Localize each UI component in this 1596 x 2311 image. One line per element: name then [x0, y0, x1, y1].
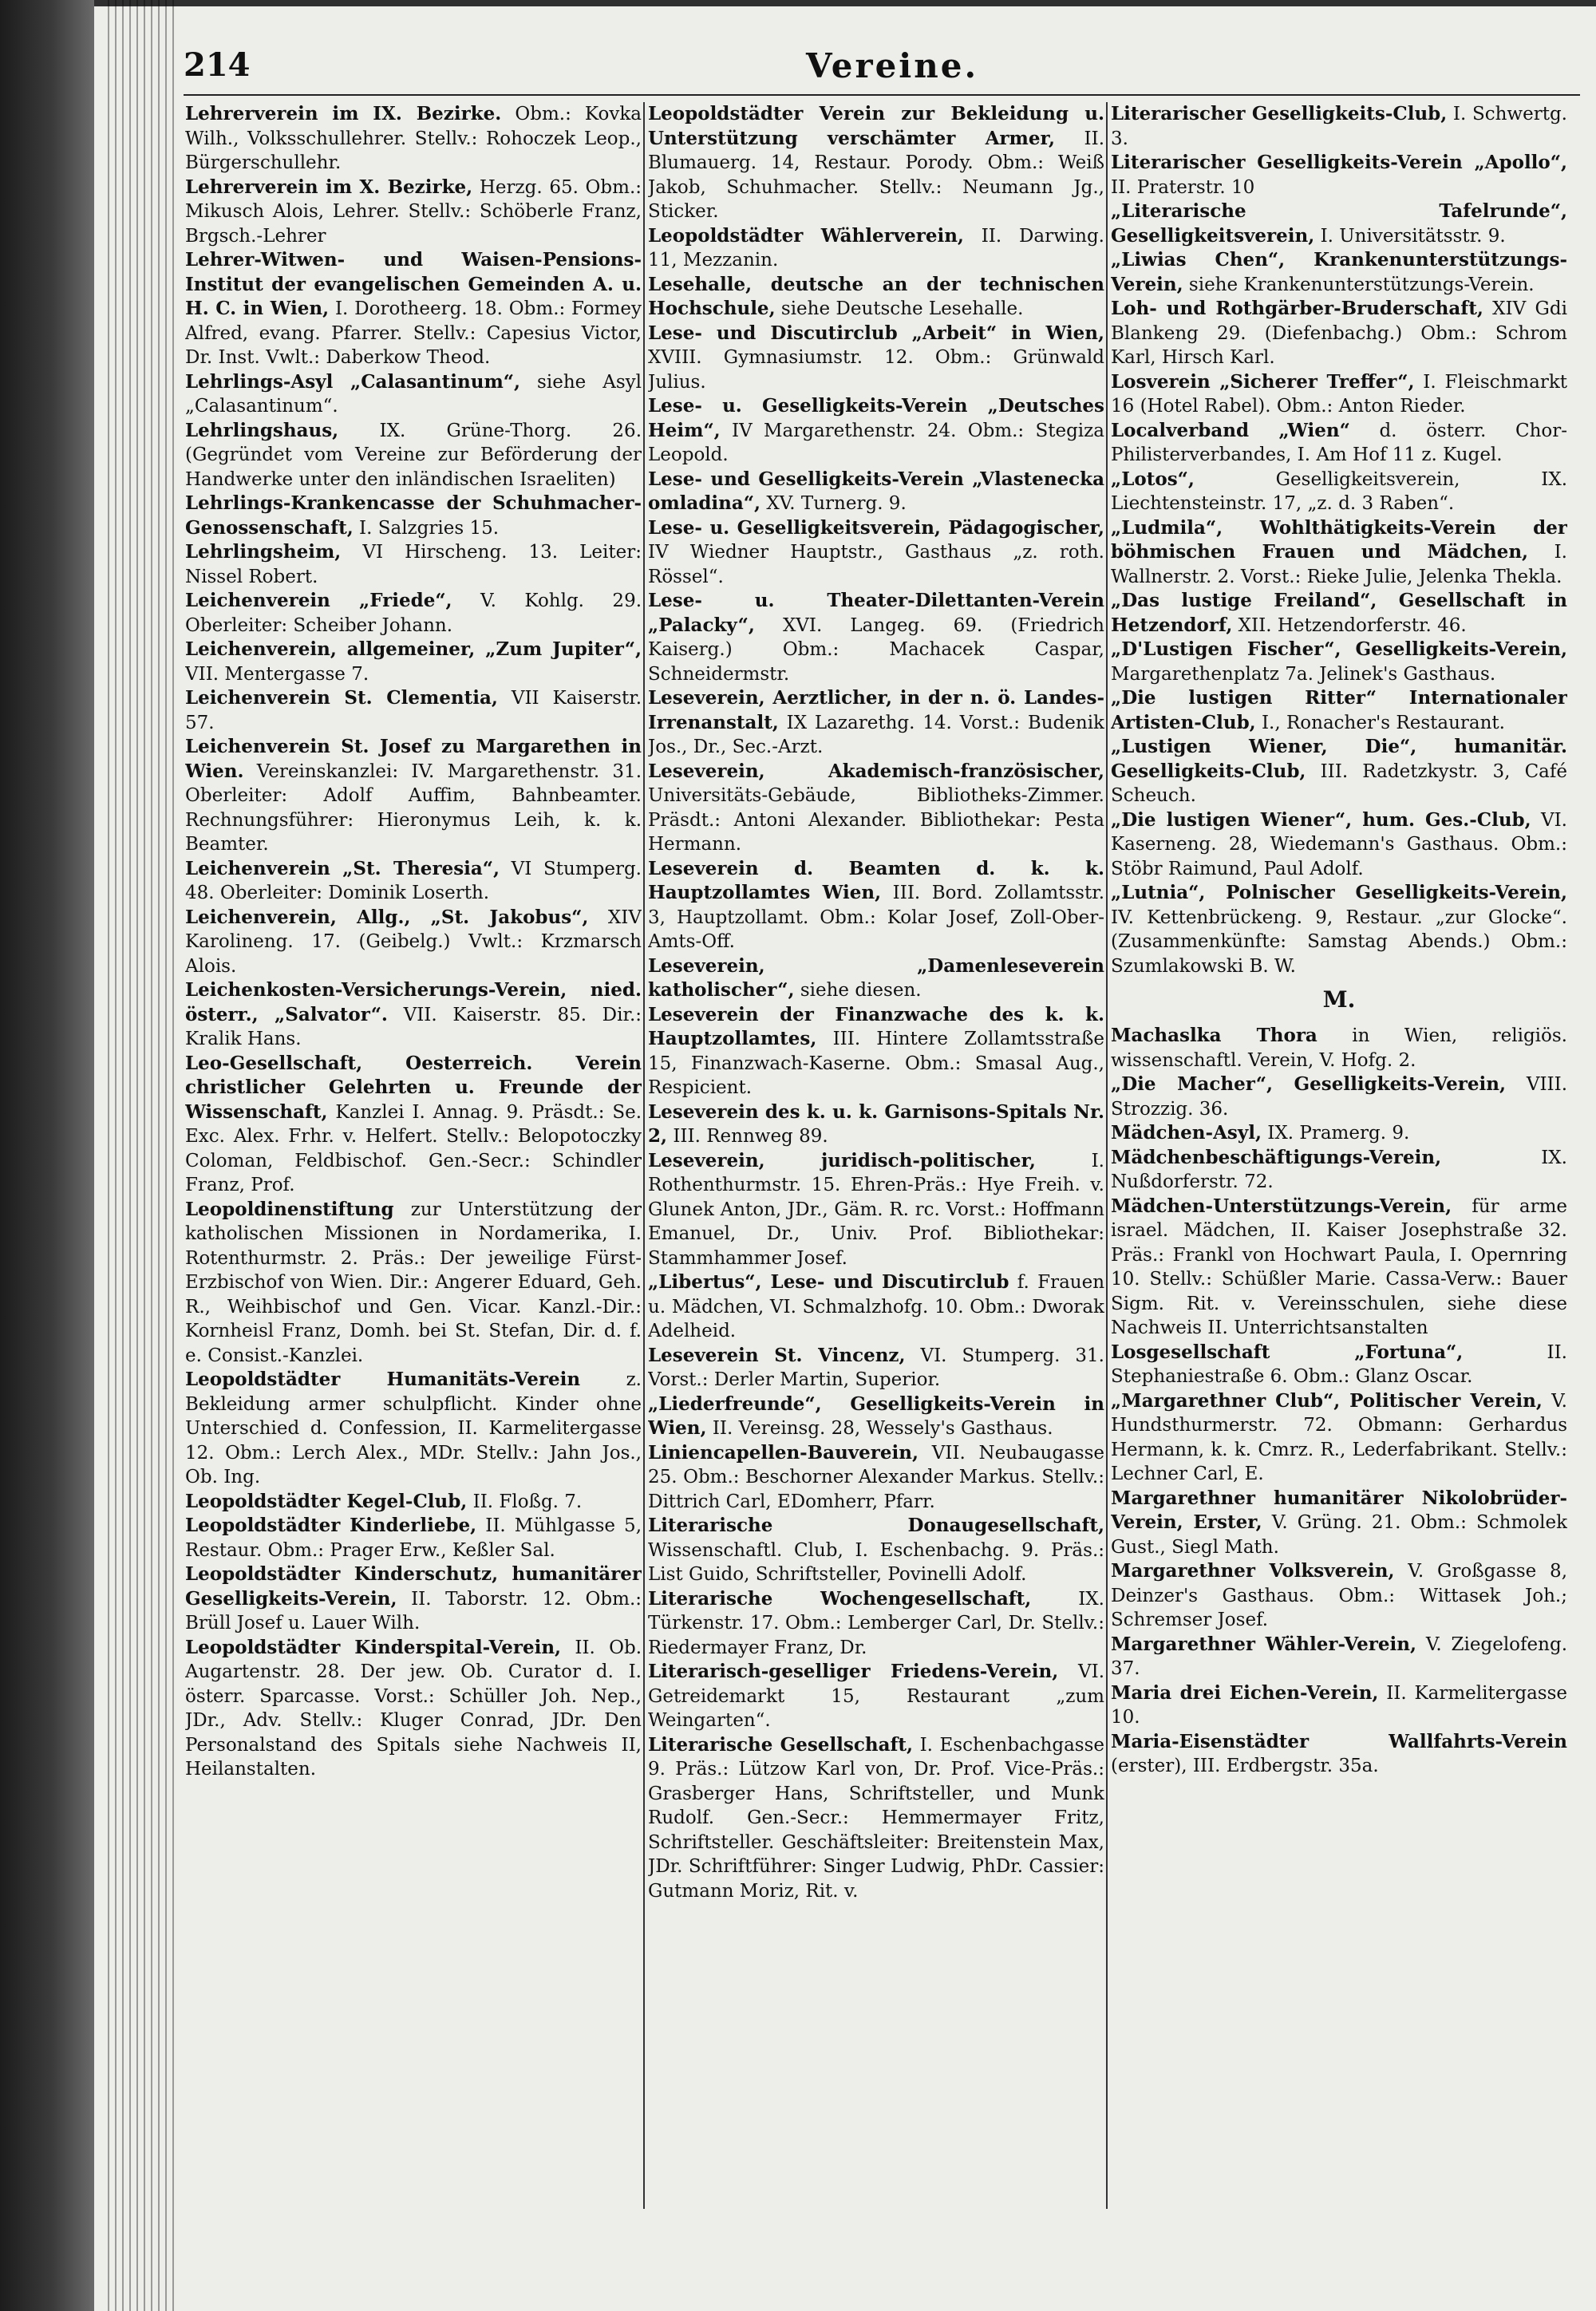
entry-text: z. Bekleidung armer schulpflicht. Kinder ohne Unterschied d. Confession, II. Karmelitergasse 12. Obm.: Lerch Alex., MDr. Stellv.: Jahn Jos., Ob. Ing.	[185, 1369, 642, 1487]
column-3	[1111, 102, 1567, 2257]
directory-entry	[185, 370, 642, 419]
entry-text: Geselligkeitsverein, IX. Liechtensteinstr. 17, „z. d. 3 Raben“.	[1111, 468, 1567, 514]
entry-heading: Mädchen-Asyl,	[1111, 1122, 1262, 1144]
entry-heading: Lehrerverein im IX. Bezirke.	[185, 103, 502, 124]
entry-heading: Lehrer-Witwen- und Waisen-Pensions-Institut der evangelischen Gemeinden A. u. H. C. in Wien,	[185, 249, 642, 319]
entry-heading: Leichenverein, Allg., „St. Jakobus“,	[185, 906, 589, 928]
entry-text: XV. Turnerg. 9.	[766, 493, 907, 514]
directory-entry	[1111, 1121, 1567, 1146]
directory-entry	[185, 589, 642, 638]
entry-text: IX Lazarethg. 14. Vorst.: Budenik Jos., Dr., Sec.-Arzt.	[648, 712, 1104, 757]
entry-text: I. Eschenbachgasse 9. Präs.: Lützow Karl von, Dr. Prof. Vice-Präs.: Grasberger Hans, Schriftsteller, und Munk Rudolf. Gen.-Secr.: Hemmermayer Fritz, Schriftsteller. Geschäftsleiter: Breitenstein Max, JDr. Schriftführer: Singer Ludwig, PhDr. Cassier: Gutmann Moriz, Rit. v.	[648, 1734, 1104, 1902]
directory-entry	[648, 1441, 1104, 1515]
directory-entry	[648, 1733, 1104, 1904]
directory-entry	[648, 224, 1104, 273]
entry-heading: Leopoldstädter Wählerverein,	[648, 224, 964, 247]
entry-text: siehe Asyl „Calasantinum“.	[185, 371, 642, 417]
entry-text: IV Margarethenstr. 24. Obm.: Stegiza Leopold.	[648, 420, 1104, 465]
directory-entry	[185, 1636, 642, 1782]
entry-heading: Lehrlingsheim,	[185, 541, 342, 563]
entry-heading: Liniencapellen-Bauverein,	[648, 1441, 919, 1464]
entry-text: II. Praterstr. 10	[1111, 176, 1255, 198]
directory-entry	[1111, 589, 1567, 638]
entry-text: II. Darwing. 11, Mezzanin.	[648, 225, 1104, 271]
directory-entry	[648, 857, 1104, 954]
entry-heading: Lese- und Discutirclub „Arbeit“ in Wien,	[648, 322, 1104, 344]
directory-entry	[185, 176, 642, 249]
entry-text: (erster), III. Erdbergstr. 35a.	[1111, 1756, 1379, 1776]
directory-entry	[1111, 1341, 1567, 1389]
entry-heading: Losgesellschaft „Fortuna“,	[1111, 1341, 1464, 1363]
entry-heading: Margarethner Volksverein,	[1111, 1560, 1395, 1582]
entry-text: Wissenschaftl. Club, I. Eschenbachg. 9. Präs.: List Guido, Schriftsteller, Povinelli Adolf.	[648, 1539, 1104, 1585]
running-title: Vereine.	[806, 46, 979, 85]
entry-heading: „Libertus“, Lese- und Discutirclub	[648, 1271, 1009, 1293]
entry-text: Vereinskanzlei: IV. Margarethenstr. 31. Oberleiter: Adolf Auffim, Bahnbeamter. Rechnungsführer: Hieronymus Leih, k. k. Beamter.	[185, 760, 642, 855]
entry-heading: Lehrlings-Krankencasse der Schuhmacher-Genossenschaft,	[185, 492, 642, 539]
directory-entry	[648, 686, 1104, 760]
directory-entry	[1111, 1730, 1567, 1779]
entry-heading: Machaslka Thora	[1111, 1025, 1317, 1046]
entry-heading: „D'Lustigen Fischer“, Geselligkeits-Verein,	[1111, 638, 1567, 660]
page-edge-lines	[102, 0, 174, 2311]
entry-heading: Mädchen-Unterstützungs-Verein,	[1111, 1195, 1452, 1217]
directory-entry	[1111, 151, 1567, 199]
entry-text: II. Stephaniestraße 6. Obm.: Glanz Oscar.	[1111, 1341, 1567, 1387]
entry-heading: Leichenverein „St. Theresia“,	[185, 857, 500, 879]
entry-text: zur Unterstützung der katholischen Missionen in Nordamerika, I. Rotenthurmstr. 2. Präs.: Der jeweilige Fürst-Erzbischof von Wien. Dir.: Angerer Eduard, Geh. R., Weihbischof und Gen. Vicar. Kanzl.-Dir.: Kornheisl Franz, Domh. bei St. Stefan, Dir. d. f. e. Consist.-Kanzlei.	[185, 1199, 642, 1366]
entry-text: XIV Karolineng. 17. (Geibelg.) Vwlt.: Krzmarsch Alois.	[185, 907, 642, 977]
entry-text: I., Ronacher's Restaurant.	[1261, 712, 1505, 733]
entry-text: III. Radetzkystr. 3, Café Scheuch.	[1111, 760, 1567, 806]
entry-text: I. Dorotheerg. 18. Obm.: Formey Alfred, evang. Pfarrer. Stellv.: Capesius Victor, Dr. Inst. Vwlt.: Daberkow Theod.	[185, 298, 642, 368]
directory-entry	[648, 273, 1104, 322]
entry-text: XVIII. Gymnasiumstr. 12. Obm.: Grünwald Julius.	[648, 347, 1104, 393]
entry-text: IX. Pramerg. 9.	[1267, 1123, 1410, 1144]
entry-text: VI Hirscheng. 13. Leiter: Nissel Robert.	[185, 542, 642, 587]
entry-text: I. Salzgries 15.	[359, 517, 500, 539]
directory-entry	[185, 735, 642, 857]
entry-text: XIV Gdi Blankeng 29. (Diefenbachg.) Obm.: Schrom Karl, Hirsch Karl.	[1111, 298, 1567, 368]
directory-entry	[648, 102, 1104, 224]
entry-text: II. Mühlgasse 5, Restaur. Obm.: Prager Erw., Keßler Sal.	[185, 1515, 642, 1561]
entry-text: I. Fleischmarkt 16 (Hotel Rabel). Obm.: Anton Rieder.	[1111, 371, 1567, 417]
entry-text: V. Hundsthurmerstr. 72. Obmann: Gerhardus Hermann, k. k. Cmrz. R., Lederfabrikant. Stellv.: Lechner Carl, E.	[1111, 1390, 1567, 1484]
entry-text: Margarethenplatz 7a. Jelinek's Gasthaus.	[1111, 663, 1496, 685]
directory-entry	[185, 1562, 642, 1636]
entry-text: I. Rothenthurmstr. 15. Ehren-Präs.: Hye Freih. v. Glunek Anton, JDr., Gäm. R. rc. Vorst.: Hoffmann Emanuel, Dr., Univ. Prof. Bibliothekar: Stammhammer Josef.	[648, 1150, 1104, 1269]
entry-text: IX. Grüne-Thorg. 26. (Gegründet vom Vereine zur Beförderung der Handwerke unter den inländischen Israeliten)	[185, 420, 642, 490]
entry-heading: Lehrerverein im X. Bezirke,	[185, 176, 473, 198]
entry-heading: Leopoldstädter Kegel-Club,	[185, 1490, 468, 1512]
directory-entry	[1111, 1389, 1567, 1487]
entry-heading: „Ludmila“, Wohlthätigkeits-Verein der böhmischen Frauen und Mädchen,	[1111, 516, 1567, 563]
directory-entry	[648, 1100, 1104, 1149]
entry-heading: Leichenverein, allgemeiner, „Zum Jupiter“,	[185, 638, 642, 660]
entry-heading: „Liederfreunde“, Geselligkeits-Verein in Wien,	[648, 1393, 1104, 1439]
entry-heading: „Margarethner Club“, Politischer Verein,	[1111, 1389, 1543, 1412]
directory-entry	[1111, 248, 1567, 297]
entry-text: VII. Kaiserstr. 85. Dir.: Kralik Hans.	[185, 1004, 642, 1049]
directory-entry	[648, 1149, 1104, 1271]
entry-heading: Literarischer Geselligkeits-Verein „Apollo“,	[1111, 152, 1567, 173]
entry-text: siehe Deutsche Lesehalle.	[780, 298, 1024, 319]
entry-heading: Leo-Gesellschaft, Oesterreich. Verein christlicher Gelehrten u. Freunde der Wissenschaft,	[185, 1052, 642, 1123]
entry-heading: Leichenverein St. Josef zu Margarethen in Wien.	[185, 736, 642, 782]
entry-heading: Leopoldstädter Kinderspital-Verein,	[185, 1636, 562, 1658]
entry-text: I. Schwertg. 3.	[1111, 104, 1567, 149]
directory-entry	[648, 1660, 1104, 1733]
entry-heading: Leseverein St. Vincenz,	[648, 1344, 906, 1366]
directory-entry	[1111, 199, 1567, 248]
directory-entry	[648, 516, 1104, 590]
entry-heading: Localverband „Wien“	[1111, 419, 1350, 441]
entry-heading: Margarethner Wähler-Verein,	[1111, 1633, 1416, 1655]
entry-heading: Leopoldstädter Humanitäts-Verein	[185, 1369, 581, 1390]
entry-text: III. Rennweg 89.	[673, 1126, 828, 1147]
directory-entry	[185, 248, 642, 370]
entry-heading: Literarisch-geselliger Friedens-Verein,	[648, 1661, 1059, 1682]
entry-heading: Leseverein d. Beamten d. k. k. Hauptzollamtes Wien,	[648, 857, 1104, 903]
entry-heading: Margarethner humanitärer Nikolobrüder-Verein, Erster,	[1111, 1487, 1567, 1533]
entry-text: d. österr. Chor-Philisterverbandes, I. Am Hof 11 z. Kugel.	[1111, 420, 1567, 465]
entry-heading: Leseverein, „Damenleseverein katholischer“,	[648, 954, 1104, 1001]
directory-entry	[185, 906, 642, 979]
directory-entry	[1111, 1559, 1567, 1633]
column-divider	[643, 102, 645, 2209]
entry-text: f. Frauen u. Mädchen, VI. Schmalzhofg. 10. Obm.: Dworak Adelheid.	[648, 1272, 1104, 1341]
entry-text: V. Grüng. 21. Obm.: Schmolek Gust., Siegl Math.	[1111, 1512, 1567, 1558]
directory-entry	[648, 589, 1104, 686]
directory-entry	[648, 1514, 1104, 1587]
entry-heading: Literarische Gesellschaft,	[648, 1733, 914, 1756]
entry-heading: Leichenverein St. Clementia,	[185, 687, 498, 709]
directory-entry	[648, 760, 1104, 857]
directory-entry	[1111, 686, 1567, 735]
entry-heading: Leseverein der Finanzwache des k. k. Hauptzollamtes,	[648, 1003, 1104, 1049]
directory-entry	[1111, 1146, 1567, 1195]
entry-text: Obm.: Kovka Wilh., Volksschullehrer. Stellv.: Rohoczek Leop., Bürgerschullehr.	[185, 104, 642, 173]
entry-text: V. Ziegelofeng. 37.	[1111, 1634, 1567, 1679]
entry-heading: Lehrlings-Asyl „Calasantinum“,	[185, 370, 521, 393]
directory-entry	[185, 857, 642, 906]
entry-text: II. Vereinsg. 28, Wessely's Gasthaus.	[712, 1418, 1053, 1439]
header-rule	[184, 94, 1580, 96]
directory-entry	[1111, 638, 1567, 686]
directory-entry	[185, 1052, 642, 1198]
directory-entry	[185, 1368, 642, 1490]
entry-text: III. Hintere Zollamtsstraße 15, Finanzwach-Kaserne. Obm.: Smasal Aug., Respicient.	[648, 1029, 1104, 1098]
entry-heading: „Lustigen Wiener, Die“, humanitär. Geselligkeits-Club,	[1111, 736, 1567, 782]
entry-heading: Leichenverein „Friede“,	[185, 590, 452, 611]
entry-text: Universitäts-Gebäude, Bibliotheks-Zimmer. Präsdt.: Antoni Alexander. Bibliothekar: Pesta Hermann.	[648, 785, 1104, 855]
entry-heading: Literarischer Geselligkeits-Club,	[1111, 103, 1448, 124]
entry-heading: Lehrlingshaus,	[185, 419, 339, 441]
entry-heading: Lese- u. Geselligkeits-Verein „Deutsches Heim“,	[648, 395, 1104, 441]
directory-entry	[648, 322, 1104, 395]
entry-text: VIII. Strozzig. 36.	[1111, 1074, 1567, 1120]
entry-text: VI. Stumperg. 31. Vorst.: Derler Martin, Superior.	[648, 1345, 1104, 1390]
directory-entry	[185, 102, 642, 176]
entry-text: V. Großgasse 8, Deinzer's Gasthaus. Obm.: Wittasek Joh.; Schremser Josef.	[1111, 1561, 1567, 1630]
directory-entry	[185, 686, 642, 735]
directory-entry	[648, 1270, 1104, 1344]
directory-entry	[1111, 808, 1567, 882]
directory-entry	[1111, 468, 1567, 516]
directory-entry	[185, 1198, 642, 1369]
directory-entry	[1111, 1487, 1567, 1560]
entry-heading: „Liwias Chen“, Krankenunterstützungs-Verein,	[1111, 249, 1567, 295]
entry-heading: Leopoldstädter Kinderschutz, humanitärer Geselligkeits-Verein,	[185, 1563, 642, 1610]
entry-heading: Leopoldstädter Kinderliebe,	[185, 1515, 477, 1536]
entry-text: siehe diesen.	[800, 980, 922, 1001]
column-divider	[1106, 102, 1108, 2209]
entry-text: VI Stumperg. 48. Oberleiter: Dominik Loserth.	[185, 858, 642, 903]
directory-entry	[648, 1003, 1104, 1100]
entry-text: III. Bord. Zollamtsstr. 3, Hauptzollamt. Obm.: Kolar Josef, Zoll-Ober-Amts-Off.	[648, 883, 1104, 952]
entry-text: siehe Krankenunterstützungs-Verein.	[1188, 274, 1535, 295]
entry-text: VII Kaiserstr. 57.	[185, 688, 642, 733]
entry-text: XVI. Langeg. 69. (Friedrich Kaiserg.) Obm.: Machacek Caspar, Schneidermstr.	[648, 614, 1104, 685]
directory-entry	[1111, 419, 1567, 468]
entry-text: VI. Getreidemarkt 15, Restaurant „zum Weingarten“.	[648, 1661, 1104, 1731]
entry-text: Herzg. 65. Obm.: Mikusch Alois, Lehrer. Stellv.: Schöberle Franz, Brgsch.-Lehrer	[185, 176, 642, 247]
column-2	[648, 102, 1104, 2257]
directory-entry	[1111, 516, 1567, 590]
entry-heading: Literarische Wochengesellschaft,	[648, 1587, 1032, 1610]
entry-text: VII. Neubaugasse 25. Obm.: Beschorner Alexander Markus. Stellv.: Dittrich Carl, EDomherr, Pfarr.	[648, 1442, 1104, 1512]
column-1	[185, 102, 642, 2257]
directory-entry	[185, 978, 642, 1052]
directory-entry	[1111, 297, 1567, 370]
entry-heading: Leopoldinenstiftung	[185, 1198, 394, 1220]
directory-entry	[1111, 881, 1567, 978]
entry-heading: Leopoldstädter Verein zur Bekleidung u. Unterstützung verschämter Armer,	[648, 103, 1104, 149]
entry-heading: „Die Macher“, Geselligkeits-Verein,	[1111, 1073, 1506, 1095]
entry-heading: Literarische Donaugesellschaft,	[648, 1515, 1104, 1536]
directory-entry	[1111, 1195, 1567, 1341]
entry-text: II. Taborstr. 12. Obm.: Brüll Josef u. Lauer Wilh.	[185, 1588, 642, 1634]
directory-entry	[1111, 370, 1567, 419]
entry-heading: „Lutnia“, Polnischer Geselligkeits-Verein,	[1111, 882, 1567, 903]
directory-entry	[185, 540, 642, 589]
directory-entry	[185, 1490, 642, 1515]
entry-text: II. Blumauerg. 14, Restaur. Porody. Obm.: Weiß Jakob, Schuhmacher. Stellv.: Neumann Jg., Sticker.	[648, 128, 1104, 222]
directory-entry	[648, 1587, 1104, 1661]
entry-heading: Leichenkosten-Versicherungs-Verein, nied. österr., „Salvator“.	[185, 979, 642, 1025]
directory-entry	[1111, 102, 1567, 151]
entry-text: XII. Hetzendorferstr. 46.	[1238, 614, 1467, 636]
entry-text: IV Wiedner Hauptstr., Gasthaus „z. roth. Rössel“.	[648, 542, 1104, 587]
entry-text: I. Wallnerstr. 2. Vorst.: Rieke Julie, Jelenka Thekla.	[1111, 542, 1567, 587]
entry-text: VII. Mentergasse 7.	[185, 663, 369, 685]
entry-heading: „Literarische Tafelrunde“, Geselligkeitsverein,	[1111, 200, 1567, 247]
entry-heading: „Das lustige Freiland“, Gesellschaft in Hetzendorf,	[1111, 590, 1567, 636]
entry-text: VI. Kaserneng. 28, Wiedemann's Gasthaus. Obm.: Stöbr Raimund, Paul Adolf.	[1111, 809, 1567, 879]
entry-heading: „Die lustigen Wiener“, hum. Ges.-Club,	[1111, 808, 1531, 831]
directory-entry	[185, 419, 642, 492]
entry-text: in Wien, religiös. wissenschaftl. Verein, V. Hofg. 2.	[1111, 1025, 1567, 1071]
entry-text: IV. Kettenbrückeng. 9, Restaur. „zur Glocke“. (Zusammenkünfte: Samstag Abends.) Obm.: Szumlakowski B. W.	[1111, 907, 1567, 977]
page-number: 214	[184, 46, 251, 84]
entry-heading: Leseverein, Akademisch-französischer,	[648, 760, 1104, 782]
entry-heading: Lesehalle, deutsche an der technischen Hochschule,	[648, 273, 1104, 319]
entry-heading: Maria drei Eichen-Verein,	[1111, 1681, 1379, 1704]
book-gutter	[0, 0, 94, 2311]
directory-entry	[185, 492, 642, 540]
directory-entry	[1111, 1633, 1567, 1681]
directory-entry	[1111, 1681, 1567, 1730]
directory-entry	[1111, 1073, 1567, 1121]
entry-heading: Lese- und Geselligkeits-Verein „Vlastenecka omladina“,	[648, 468, 1104, 514]
entry-text: IX. Nußdorferstr. 72.	[1111, 1147, 1567, 1192]
entry-heading: Lese- u. Theater-Dilettanten-Verein „Palacky“,	[648, 590, 1104, 636]
directory-entry	[648, 1344, 1104, 1393]
entry-text: für arme israel. Mädchen, II. Kaiser Josephstraße 32. Präs.: Frankl von Hochwart Paula, I. Opernring 10. Stellv.: Schüßler Marie. Cassa-Verw.: Bauer Sigm. Rit. v. Vereinsschulen, siehe diese Nachweis II. Unterrichtsanstalten	[1111, 1195, 1567, 1338]
entry-heading: „Lotos“,	[1111, 468, 1195, 490]
entry-heading: Mädchenbeschäftigungs-Verein,	[1111, 1146, 1442, 1168]
entry-heading: Loh- und Rothgärber-Bruderschaft,	[1111, 298, 1483, 319]
entry-text: Kanzlei I. Annag. 9. Präsdt.: Se. Exc. Alex. Frhr. v. Helfert. Stellv.: Belopotoczky Coloman, Feldbischof. Gen.-Secr.: Schindler Franz, Prof.	[185, 1101, 642, 1195]
entry-heading: Leseverein des k. u. k. Garnisons-Spitals Nr. 2,	[648, 1100, 1104, 1147]
directory-entry	[648, 1393, 1104, 1441]
directory-entry	[648, 954, 1104, 1003]
directory-entry	[185, 638, 642, 686]
entry-heading: Leseverein, Aerztlicher, in der n. ö. Landes-Irrenanstalt,	[648, 687, 1104, 733]
entry-heading: Maria-Eisenstädter Wallfahrts-Verein	[1111, 1730, 1567, 1752]
entry-heading: Losverein „Sicherer Treffer“,	[1111, 370, 1415, 393]
entry-text: IX. Türkenstr. 17. Obm.: Lemberger Carl, Dr. Stellv.: Riedermayer Franz, Dr.	[648, 1588, 1104, 1658]
directory-entry	[1111, 735, 1567, 808]
entry-text: II. Floßg. 7.	[472, 1491, 583, 1512]
directory-entry	[1111, 1024, 1567, 1073]
directory-entry	[185, 1514, 642, 1562]
entry-text: II. Ob. Augartenstr. 28. Der jew. Ob. Curator d. I. österr. Sparcasse. Vorst.: Schüller Joh. Nep., JDr., Adv. Stellv.: Kluger Conrad, JDr. Den Personalstand des Spitals siehe Nachweis II, Heilanstalten.	[185, 1637, 642, 1780]
directory-entry	[648, 468, 1104, 516]
directory-entry	[648, 394, 1104, 468]
entry-text: I. Universitätsstr. 9.	[1320, 225, 1506, 247]
entry-heading: „Die lustigen Ritter“ Internationaler Artisten-Club,	[1111, 687, 1567, 733]
entry-text: II. Karmelitergasse 10.	[1111, 1682, 1567, 1728]
entry-heading: Leseverein, juridisch-politischer,	[648, 1149, 1036, 1171]
entry-heading: Lese- u. Geselligkeitsverein, Pädagogischer,	[648, 516, 1104, 539]
entry-text: V. Kohlg. 29. Oberleiter: Scheiber Johann.	[185, 591, 642, 636]
section-letter: M.	[1322, 986, 1356, 1013]
